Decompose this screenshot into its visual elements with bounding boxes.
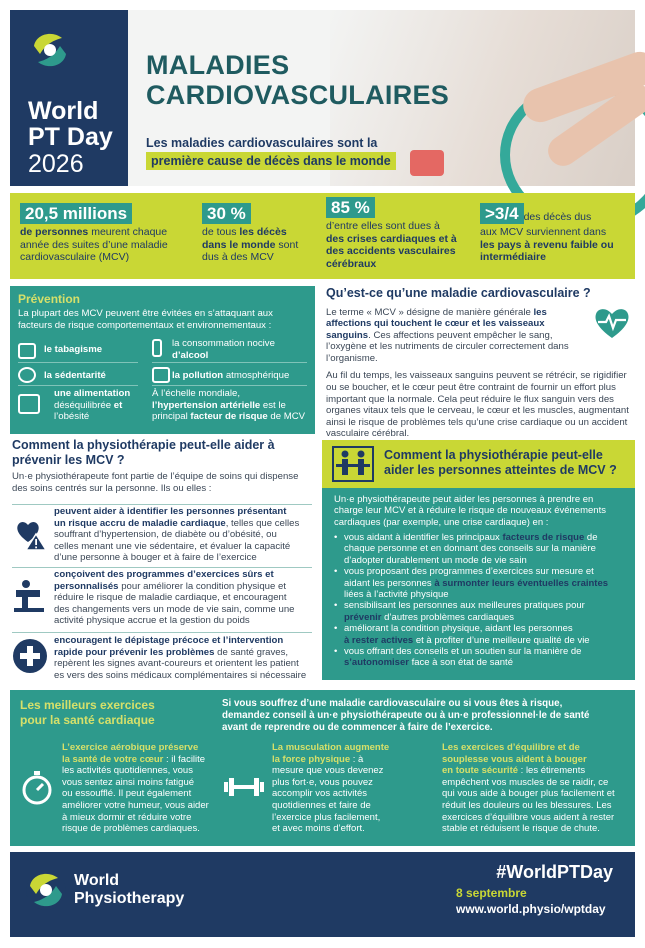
patient-help-list [334, 532, 630, 669]
stat-percent: 30 % de tous les décès dans le monde sont dus à des MCV [202, 204, 299, 263]
bottle-icon [152, 339, 162, 357]
world-physiotherapy-logo-icon [24, 868, 68, 912]
exercise-advice: Si vous souffrez d’une maladie cardiovasculaire ou si vous êtes à risque, demandez conseil à un·e physiothérapeute ou à un·e professionnel·le de santé avant de reprendre ou de commencer à faire de l’exercice. [222, 698, 590, 733]
subtitle-line1: Les maladies cardiovasculaires sont la [146, 136, 378, 150]
stat-three-quarters: >3/4des décès dus aux MCV surviennent dans les pays à revenu faible ou intermédiaire [480, 204, 614, 263]
warning-heart-icon [12, 516, 48, 552]
list-item: • améliorant la condition physique, aidant les personnes à rester actives et à profiter d’une meilleure qualité de vie [334, 623, 630, 646]
footer-url[interactable]: www.world.physio/wptday [456, 902, 606, 916]
prevent-help-section [12, 438, 312, 494]
prevent-help-title: Comment la physiothérapie peut-elle aider à prévenir les MCV ? [12, 438, 275, 467]
prevention-title: Prévention [18, 292, 81, 306]
list-item: • vous proposant des programmes d’exercices sur mesure et aidant les personnes à surmonter leurs éventuelles craintes liées à l’activité physique [334, 566, 630, 600]
prevent-item-screening: encouragent le dépistage précoce et l’intervention rapide pour prévenir les problèmes de santé graves, repèrent les signes avant-coureurs et orientent les patient es vers des soins médicaux complémentaires si nécessaire [54, 635, 307, 681]
logo-year: 2026 [28, 150, 84, 178]
logo-ptday: PT Day [28, 123, 113, 151]
world-pt-logo-icon [28, 28, 72, 72]
list-item: • sensibilisant les personnes aux meilleures pratiques pour prévenir d’autres problèmes cardiaques [334, 600, 630, 623]
running-icon [18, 367, 36, 383]
factory-icon [152, 367, 170, 383]
what-is-cvd-title: Qu’est-ce qu’une maladie cardiovasculaire ? [326, 286, 591, 300]
prevent-item-programs: conçoivent des programmes d’exercices sûrs et personnalisés pour améliorer la condition physique et réduire le risque de maladie cardiaque, et encouragent des changements vers un mode de vie sain, comme une activité physique accrue et la gestion du poids [54, 569, 295, 627]
page-title: MALADIES CARDIOVASCULAIRES [146, 50, 450, 110]
cigarette-icon [18, 343, 36, 359]
subtitle-highlight: première cause de décès dans le monde [146, 152, 396, 170]
physio-patient-icon [332, 446, 374, 482]
prevention-box [10, 286, 315, 434]
logo-world: World [28, 97, 99, 125]
medical-cross-icon [12, 638, 48, 674]
exercise-program-icon [12, 578, 48, 614]
list-item: • vous aidant à identifier les principaux facteurs de risque de chaque personne et en donnant des conseils sur la manière d’adopter durablement un mode de vie sain [334, 532, 630, 566]
factor-hypertension: À l’échelle mondiale, l’hypertension artérielle est le principal facteur de risque de MCV [152, 388, 306, 422]
patient-help-box [322, 440, 635, 680]
factor-pollution: la pollution atmosphérique [172, 370, 290, 381]
exercise-title: Les meilleurs exercices pour la santé cardiaque [20, 698, 155, 727]
factor-alcohol: la consommation nocive d’alcool [172, 338, 275, 361]
exercise-balance: Les exercices d’équilibre et de souplesse vous aident à bouger en toute sécurité : les étirements empêchent vos muscles de se raidir, ce qui vous aide à bouger plus facilement et réduit les douleurs ou les blessures. Les exercices d’équilibre vous aident à rester stable et réduisent le risque de chute. [442, 742, 615, 835]
what-is-cvd-section [326, 286, 636, 440]
prevent-item-identify: peuvent aider à identifier les personnes présentant un risque accru de maladie cardiaque, telles que celles souffrant d’hypertension, de diabète ou d’obésité, ou celles menant une vie sédentaire, et évaluer la capacité d’une personne à bouger et à faire de l’exercice [54, 506, 300, 564]
list-item: • vous offrant des conseils et un soutien sur la manière de s’autonomiser face à son état de santé [334, 646, 630, 669]
what-is-cvd-p2: Au fil du temps, les vaisseaux sanguins peuvent se rétrécir, se rigidifier ou se boucher, et le cœur peut être contraint de fournir un effort plus important que la normale. Cela peut réduire le flux sanguin vers des organes vitaux tels que le cerveau, le cœur et les muscles, augmentant ainsi le risque de problèmes tels qu’une crise cardiaque ou un accident vasculaire cérébral. [326, 370, 629, 440]
exercise-strength: La musculation augmente la force physique : à mesure que vous devenez plus fort·e, vous pouvez accomplir vos activités quotidiennes et faire de l’exercice plus facilement, et avec moins d’effort. [272, 742, 390, 835]
stat-85: 85 % d’entre elles sont dues à des crises cardiaques et à des accidents vasculaires cérébraux [326, 198, 457, 270]
what-is-cvd-p1: Le terme « MCV » désigne de manière générale les affections qui touchent le cœur et les vaisseaux sanguins. Ces affections peuvent empêcher le sang, l’oxygène et les nutriments de circuler correctement dans l’organisme. [326, 306, 569, 364]
exercise-section [10, 690, 635, 846]
factor-sedentary: la sédentarité [44, 370, 106, 381]
patient-help-title: Comment la physiothérapie peut-elle aider les personnes atteintes de MCV ? [384, 448, 617, 477]
footer-brand: World Physiotherapy [74, 872, 185, 907]
prevention-intro: La plupart des MCV peuvent être évitées en s’attaquant aux facteurs de risque comportementaux et environnementaux : [18, 308, 273, 331]
burger-icon [18, 394, 40, 414]
dumbbell-shape [410, 150, 444, 176]
stat-deaths: 20,5 millions de personnes meurent chaque année des suites d’une maladie cardiovasculaire (MCV) [20, 204, 168, 263]
footer-hashtag: #WorldPTDay [496, 862, 613, 882]
footer-date: 8 septembre [456, 886, 527, 900]
footer [10, 852, 635, 937]
prevent-help-intro: Un·e physiothérapeute font partie de l’équipe de soins qui dispense des soins centrés sur la personne. Ils ou elles : [12, 471, 299, 494]
stopwatch-icon [20, 770, 54, 806]
exercise-aerobic: L’exercice aérobique préserve la santé de votre cœur : il facilite les activités quotidiennes, vous vous sentez ainsi moins fatigué ou essoufflé. Il peut également améliorer votre humeur, vous aider à mieux dormir et réduire votre risque de problèmes cardiaques. [62, 742, 209, 835]
factor-diet: une alimentation déséquilibrée et l’obésité [54, 388, 131, 422]
logo-panel [10, 10, 128, 186]
factor-smoking: le tabagisme [44, 344, 103, 355]
heart-pulse-icon [592, 306, 632, 340]
patient-help-intro: Un·e physiothérapeute peut aider les personnes à prendre en charge leur MCV et à réduire le risque de nouveaux événements cardiaques (par exemple, une crise cardiaque) en : [334, 494, 606, 528]
dumbbell-icon [222, 776, 266, 798]
